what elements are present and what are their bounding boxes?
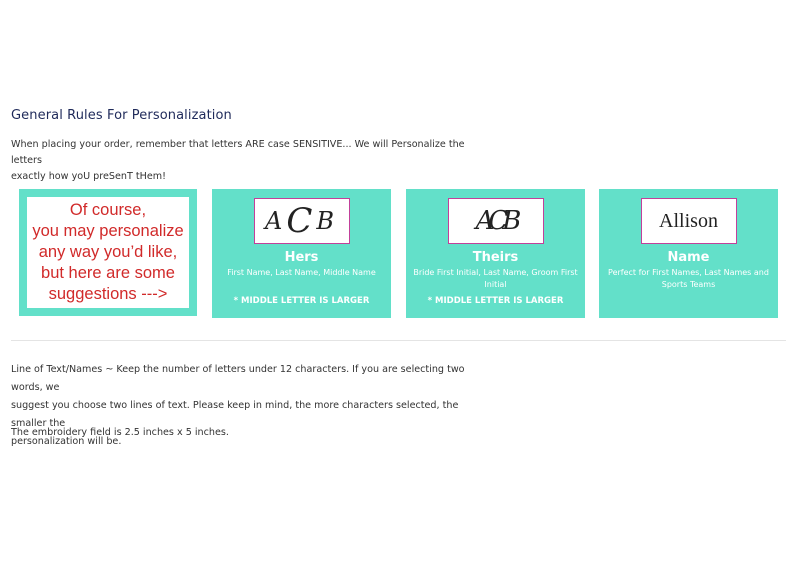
details-line: personalization will be. [11, 436, 122, 447]
monogram-right-letter: B [316, 207, 338, 235]
option-card-hers[interactable] [212, 189, 391, 318]
suggestion-note [27, 197, 189, 308]
intro-line: When placing your order, remember that letters ARE case SENSITIVE... We will Personalize the letters [11, 139, 465, 166]
option-card-name[interactable] [599, 189, 778, 318]
section-heading: General Rules For Personalization [11, 108, 232, 123]
note-line: Of course, [69, 201, 147, 219]
intro-line: exactly how yoU preSenT tHem! [11, 171, 166, 182]
card-title: Name [667, 250, 710, 265]
note-line: but here are some [41, 264, 175, 282]
card-note: * MIDDLE LETTER IS LARGER [233, 296, 370, 306]
name-sample-image: Allison [641, 198, 737, 244]
note-line: any way you’d like, [38, 243, 178, 261]
suggestion-note-card [19, 189, 197, 316]
option-card-theirs[interactable] [406, 189, 585, 318]
embroidery-field-text: The embroidery field is 2.5 inches x 5 inches. [11, 427, 229, 438]
monogram-sample-image [254, 198, 350, 244]
card-title: Theirs [472, 250, 519, 265]
intro-text [11, 137, 481, 185]
monogram-middle-letter: C [286, 201, 317, 241]
card-subtitle: Perfect for First Names, Last Names and Sports Teams [608, 268, 769, 289]
note-line: suggestions ---> [48, 285, 168, 303]
card-title: Hers [284, 250, 319, 265]
vine-monogram-sample-image: ACB [448, 198, 544, 244]
section-divider [11, 340, 786, 341]
details-line: Line of Text/Names ~ Keep the number of letters under 12 characters. If you are selecting two words, we [11, 364, 465, 393]
monogram-left-letter: A [265, 207, 287, 235]
card-subtitle: First Name, Last Name, Middle Name [227, 268, 376, 277]
card-note: * MIDDLE LETTER IS LARGER [427, 296, 564, 306]
card-subtitle: Bride First Initial, Last Name, Groom First Initial [413, 268, 578, 289]
details-line: suggest you choose two lines of text. Please keep in mind, the more characters selected, the smaller the [11, 400, 459, 429]
note-line: you may personalize [32, 222, 184, 240]
